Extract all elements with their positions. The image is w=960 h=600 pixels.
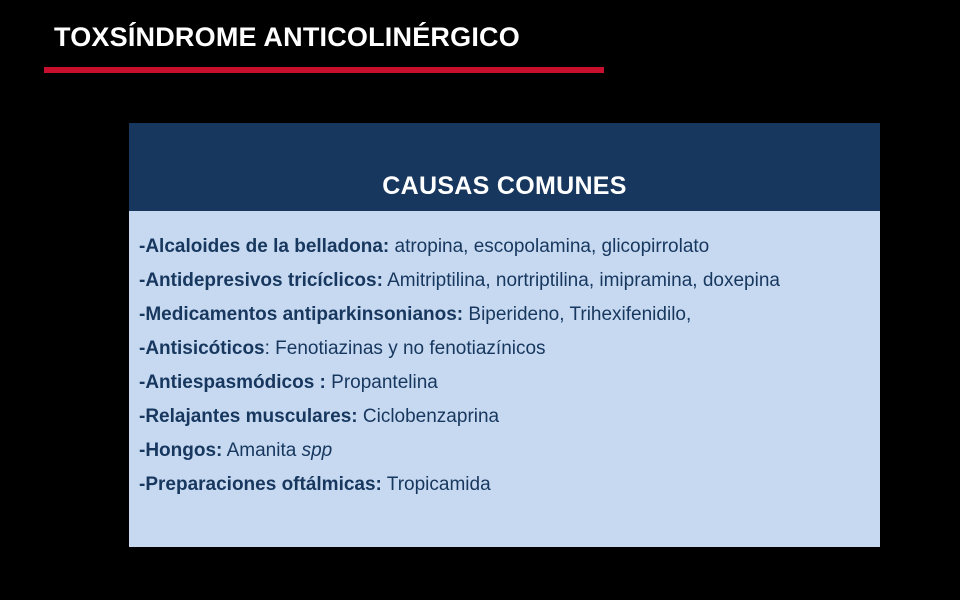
cause-label: -Antiespasmódicos : <box>139 372 326 393</box>
cause-item-antidepresivos <box>139 264 870 298</box>
cause-text: Biperideno, Trihexifenidilo, <box>463 304 692 325</box>
cause-item-hongos <box>139 434 870 468</box>
cause-text: Ciclobenzaprina <box>357 406 500 427</box>
table-header <box>129 123 880 211</box>
cause-label: -Medicamentos antiparkinsonianos: <box>139 304 464 325</box>
cause-text: Amitriptilina, nortriptilina, imipramina, doxepina <box>382 270 780 291</box>
cause-label: -Preparaciones oftálmicas: <box>139 474 382 495</box>
cause-label: -Alcaloides de la belladona: <box>139 236 390 257</box>
causes-table <box>129 123 880 547</box>
table-body <box>129 211 880 547</box>
cause-label: -Hongos: <box>139 440 223 461</box>
cause-text-italic: spp <box>301 440 333 461</box>
cause-text: atropina, escopolamina, glicopirrolato <box>389 236 710 257</box>
cause-label: -Relajantes musculares: <box>139 406 358 427</box>
cause-item-antiparkinsonianos <box>139 298 870 332</box>
cause-label: -Antisicóticos <box>139 338 265 359</box>
table-header-label: CAUSAS COMUNES <box>382 172 627 200</box>
title-underline <box>44 67 604 73</box>
cause-item-belladona <box>139 230 870 264</box>
cause-item-antiespasmodicos <box>139 366 870 400</box>
cause-item-antisicoticos <box>139 332 870 366</box>
cause-text: : Fenotiazinas y no fenotiazínicos <box>264 338 546 359</box>
cause-label: -Antidepresivos tricíclicos: <box>139 270 383 291</box>
cause-text: Amanita <box>222 440 302 461</box>
slide-title: TOXSÍNDROME ANTICOLINÉRGICO <box>54 22 520 52</box>
cause-text: Tropicamida <box>381 474 491 495</box>
cause-item-relajantes <box>139 400 870 434</box>
cause-text: Propantelina <box>325 372 438 393</box>
cause-item-oftalmicas <box>139 468 870 502</box>
